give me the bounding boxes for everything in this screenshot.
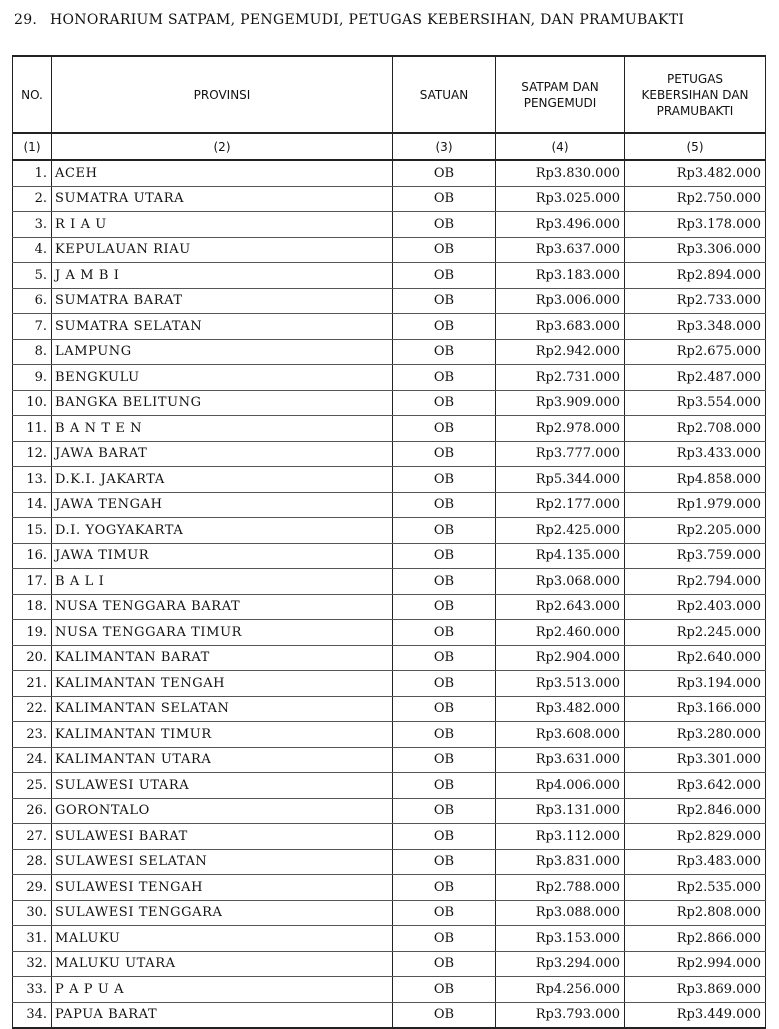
- petugas-pramubakti-value: Rp2.733.000: [625, 288, 766, 314]
- unit-cell: OB: [393, 339, 496, 365]
- unit-cell: OB: [393, 722, 496, 748]
- row-number: 25.: [13, 773, 52, 799]
- row-number: 22.: [13, 696, 52, 722]
- unit-cell: OB: [393, 160, 496, 186]
- province-name: SUMATRA UTARA: [52, 186, 393, 212]
- unit-cell: OB: [393, 365, 496, 391]
- table-row: [13, 849, 766, 875]
- unit-cell: OB: [393, 467, 496, 493]
- province-name: GORONTALO: [52, 798, 393, 824]
- unit-cell: OB: [393, 824, 496, 850]
- unit-cell: OB: [393, 620, 496, 646]
- row-number: 24.: [13, 747, 52, 773]
- province-name: PAPUA BARAT: [52, 1002, 393, 1028]
- province-name: B A N T E N: [52, 416, 393, 442]
- province-name: MALUKU: [52, 926, 393, 952]
- table-row: [13, 263, 766, 289]
- unit-cell: OB: [393, 696, 496, 722]
- satpam-pengemudi-value: Rp4.006.000: [496, 773, 625, 799]
- province-name: SULAWESI TENGAH: [52, 875, 393, 901]
- petugas-pramubakti-value: Rp2.794.000: [625, 569, 766, 595]
- table-row: [13, 237, 766, 263]
- petugas-pramubakti-value: Rp3.166.000: [625, 696, 766, 722]
- unit-cell: OB: [393, 543, 496, 569]
- row-number: 17.: [13, 569, 52, 595]
- petugas-pramubakti-value: Rp3.280.000: [625, 722, 766, 748]
- province-name: D.I. YOGYAKARTA: [52, 518, 393, 544]
- unit-cell: OB: [393, 900, 496, 926]
- province-name: D.K.I. JAKARTA: [52, 467, 393, 493]
- petugas-pramubakti-value: Rp3.433.000: [625, 441, 766, 467]
- satpam-pengemudi-value: Rp4.135.000: [496, 543, 625, 569]
- satpam-pengemudi-value: Rp2.643.000: [496, 594, 625, 620]
- row-number: 30.: [13, 900, 52, 926]
- table-row: [13, 543, 766, 569]
- row-number: 21.: [13, 671, 52, 697]
- satpam-pengemudi-value: Rp3.025.000: [496, 186, 625, 212]
- satpam-pengemudi-value: Rp3.068.000: [496, 569, 625, 595]
- table-row: [13, 518, 766, 544]
- table-row: [13, 798, 766, 824]
- table-body: [13, 160, 766, 1028]
- unit-cell: OB: [393, 875, 496, 901]
- province-name: J A M B I: [52, 263, 393, 289]
- unit-cell: OB: [393, 569, 496, 595]
- satpam-pengemudi-value: Rp3.793.000: [496, 1002, 625, 1028]
- row-number: 28.: [13, 849, 52, 875]
- row-number: 18.: [13, 594, 52, 620]
- table-row: [13, 926, 766, 952]
- satpam-pengemudi-value: Rp3.153.000: [496, 926, 625, 952]
- row-number: 11.: [13, 416, 52, 442]
- unit-cell: OB: [393, 186, 496, 212]
- table-row: [13, 492, 766, 518]
- header-provinsi: PROVINSI: [52, 56, 393, 133]
- unit-cell: OB: [393, 594, 496, 620]
- row-number: 34.: [13, 1002, 52, 1028]
- unit-cell: OB: [393, 416, 496, 442]
- satpam-pengemudi-value: Rp2.978.000: [496, 416, 625, 442]
- header-petugas-line3: PRAMUBAKTI: [656, 103, 734, 118]
- province-name: B A L I: [52, 569, 393, 595]
- satpam-pengemudi-value: Rp2.425.000: [496, 518, 625, 544]
- province-name: MALUKU UTARA: [52, 951, 393, 977]
- satpam-pengemudi-value: Rp3.777.000: [496, 441, 625, 467]
- satpam-pengemudi-value: Rp3.482.000: [496, 696, 625, 722]
- table-row: [13, 365, 766, 391]
- column-number: (1): [13, 133, 52, 160]
- unit-cell: OB: [393, 314, 496, 340]
- row-number: 31.: [13, 926, 52, 952]
- petugas-pramubakti-value: Rp3.449.000: [625, 1002, 766, 1028]
- satpam-pengemudi-value: Rp3.294.000: [496, 951, 625, 977]
- petugas-pramubakti-value: Rp2.708.000: [625, 416, 766, 442]
- table-row: [13, 212, 766, 238]
- province-name: SUMATRA BARAT: [52, 288, 393, 314]
- table-row: [13, 875, 766, 901]
- province-name: R I A U: [52, 212, 393, 238]
- table-row: [13, 441, 766, 467]
- province-name: BENGKULU: [52, 365, 393, 391]
- row-number: 15.: [13, 518, 52, 544]
- table-row: [13, 722, 766, 748]
- column-number: (4): [496, 133, 625, 160]
- row-number: 16.: [13, 543, 52, 569]
- satpam-pengemudi-value: Rp3.513.000: [496, 671, 625, 697]
- petugas-pramubakti-value: Rp2.205.000: [625, 518, 766, 544]
- province-name: KEPULAUAN RIAU: [52, 237, 393, 263]
- petugas-pramubakti-value: Rp2.866.000: [625, 926, 766, 952]
- petugas-pramubakti-value: Rp3.194.000: [625, 671, 766, 697]
- unit-cell: OB: [393, 263, 496, 289]
- unit-cell: OB: [393, 1002, 496, 1028]
- petugas-pramubakti-value: Rp3.759.000: [625, 543, 766, 569]
- satpam-pengemudi-value: Rp3.909.000: [496, 390, 625, 416]
- table-row: [13, 773, 766, 799]
- satpam-pengemudi-value: Rp3.830.000: [496, 160, 625, 186]
- satpam-pengemudi-value: Rp3.637.000: [496, 237, 625, 263]
- row-number: 23.: [13, 722, 52, 748]
- petugas-pramubakti-value: Rp2.994.000: [625, 951, 766, 977]
- table-header: [13, 56, 766, 160]
- province-name: KALIMANTAN UTARA: [52, 747, 393, 773]
- petugas-pramubakti-value: Rp2.829.000: [625, 824, 766, 850]
- satpam-pengemudi-value: Rp2.788.000: [496, 875, 625, 901]
- table-row: [13, 620, 766, 646]
- table-row: [13, 314, 766, 340]
- row-number: 7.: [13, 314, 52, 340]
- petugas-pramubakti-value: Rp3.554.000: [625, 390, 766, 416]
- header-satuan: SATUAN: [393, 56, 496, 133]
- row-number: 8.: [13, 339, 52, 365]
- satpam-pengemudi-value: Rp2.177.000: [496, 492, 625, 518]
- petugas-pramubakti-value: Rp3.482.000: [625, 160, 766, 186]
- row-number: 27.: [13, 824, 52, 850]
- table-row: [13, 569, 766, 595]
- unit-cell: OB: [393, 237, 496, 263]
- section-number: 29.: [14, 12, 38, 28]
- row-number: 29.: [13, 875, 52, 901]
- unit-cell: OB: [393, 671, 496, 697]
- province-name: JAWA BARAT: [52, 441, 393, 467]
- section-title: [14, 12, 684, 28]
- row-number: 1.: [13, 160, 52, 186]
- row-number: 14.: [13, 492, 52, 518]
- petugas-pramubakti-value: Rp2.245.000: [625, 620, 766, 646]
- table-row: [13, 160, 766, 186]
- table-row: [13, 467, 766, 493]
- header-satpam-line1: SATPAM DAN: [521, 79, 599, 94]
- province-name: SULAWESI SELATAN: [52, 849, 393, 875]
- row-number: 2.: [13, 186, 52, 212]
- unit-cell: OB: [393, 441, 496, 467]
- row-number: 9.: [13, 365, 52, 391]
- petugas-pramubakti-value: Rp3.869.000: [625, 977, 766, 1003]
- unit-cell: OB: [393, 645, 496, 671]
- petugas-pramubakti-value: Rp2.846.000: [625, 798, 766, 824]
- column-number: (5): [625, 133, 766, 160]
- unit-cell: OB: [393, 390, 496, 416]
- satpam-pengemudi-value: Rp2.942.000: [496, 339, 625, 365]
- unit-cell: OB: [393, 288, 496, 314]
- section-title-text: HONORARIUM SATPAM, PENGEMUDI, PETUGAS KEBERSIHAN, DAN PRAMUBAKTI: [50, 12, 685, 28]
- province-name: KALIMANTAN SELATAN: [52, 696, 393, 722]
- satpam-pengemudi-value: Rp2.904.000: [496, 645, 625, 671]
- satpam-pengemudi-value: Rp3.112.000: [496, 824, 625, 850]
- petugas-pramubakti-value: Rp4.858.000: [625, 467, 766, 493]
- satpam-pengemudi-value: Rp3.631.000: [496, 747, 625, 773]
- row-number: 13.: [13, 467, 52, 493]
- row-number: 19.: [13, 620, 52, 646]
- header-satpam-line2: PENGEMUDI: [523, 95, 597, 110]
- column-number-row: [13, 133, 766, 160]
- province-name: NUSA TENGGARA TIMUR: [52, 620, 393, 646]
- row-number: 20.: [13, 645, 52, 671]
- province-name: KALIMANTAN TENGAH: [52, 671, 393, 697]
- petugas-pramubakti-value: Rp2.675.000: [625, 339, 766, 365]
- province-name: SULAWESI UTARA: [52, 773, 393, 799]
- row-number: 32.: [13, 951, 52, 977]
- satpam-pengemudi-value: Rp3.131.000: [496, 798, 625, 824]
- honorarium-table: [12, 55, 766, 1029]
- province-name: NUSA TENGGARA BARAT: [52, 594, 393, 620]
- petugas-pramubakti-value: Rp3.178.000: [625, 212, 766, 238]
- unit-cell: OB: [393, 492, 496, 518]
- province-name: JAWA TENGAH: [52, 492, 393, 518]
- petugas-pramubakti-value: Rp2.750.000: [625, 186, 766, 212]
- satpam-pengemudi-value: Rp4.256.000: [496, 977, 625, 1003]
- table-row: [13, 671, 766, 697]
- column-number: (2): [52, 133, 393, 160]
- table-row: [13, 594, 766, 620]
- petugas-pramubakti-value: Rp2.403.000: [625, 594, 766, 620]
- row-number: 5.: [13, 263, 52, 289]
- satpam-pengemudi-value: Rp5.344.000: [496, 467, 625, 493]
- row-number: 26.: [13, 798, 52, 824]
- header-petugas-line1: PETUGAS: [666, 71, 724, 86]
- header-satpam: [496, 56, 625, 133]
- petugas-pramubakti-value: Rp3.306.000: [625, 237, 766, 263]
- row-number: 10.: [13, 390, 52, 416]
- petugas-pramubakti-value: Rp2.640.000: [625, 645, 766, 671]
- province-name: KALIMANTAN TIMUR: [52, 722, 393, 748]
- unit-cell: OB: [393, 798, 496, 824]
- table-row: [13, 339, 766, 365]
- table-row: [13, 390, 766, 416]
- satpam-pengemudi-value: Rp2.731.000: [496, 365, 625, 391]
- province-name: BANGKA BELITUNG: [52, 390, 393, 416]
- petugas-pramubakti-value: Rp3.348.000: [625, 314, 766, 340]
- table-row: [13, 747, 766, 773]
- unit-cell: OB: [393, 773, 496, 799]
- table-row: [13, 288, 766, 314]
- province-name: ACEH: [52, 160, 393, 186]
- row-number: 12.: [13, 441, 52, 467]
- petugas-pramubakti-value: Rp2.894.000: [625, 263, 766, 289]
- satpam-pengemudi-value: Rp3.608.000: [496, 722, 625, 748]
- petugas-pramubakti-value: Rp3.483.000: [625, 849, 766, 875]
- header-row: [13, 56, 766, 133]
- petugas-pramubakti-value: Rp2.808.000: [625, 900, 766, 926]
- table-row: [13, 186, 766, 212]
- satpam-pengemudi-value: Rp3.183.000: [496, 263, 625, 289]
- petugas-pramubakti-value: Rp3.301.000: [625, 747, 766, 773]
- table-row: [13, 416, 766, 442]
- unit-cell: OB: [393, 747, 496, 773]
- petugas-pramubakti-value: Rp2.535.000: [625, 875, 766, 901]
- table-row: [13, 900, 766, 926]
- unit-cell: OB: [393, 926, 496, 952]
- province-name: JAWA TIMUR: [52, 543, 393, 569]
- petugas-pramubakti-value: Rp3.642.000: [625, 773, 766, 799]
- header-no: NO.: [13, 56, 52, 133]
- satpam-pengemudi-value: Rp2.460.000: [496, 620, 625, 646]
- province-name: SULAWESI BARAT: [52, 824, 393, 850]
- table-row: [13, 824, 766, 850]
- header-petugas: [625, 56, 766, 133]
- unit-cell: OB: [393, 849, 496, 875]
- province-name: SUMATRA SELATAN: [52, 314, 393, 340]
- table-row: [13, 696, 766, 722]
- petugas-pramubakti-value: Rp1.979.000: [625, 492, 766, 518]
- satpam-pengemudi-value: Rp3.006.000: [496, 288, 625, 314]
- unit-cell: OB: [393, 951, 496, 977]
- unit-cell: OB: [393, 977, 496, 1003]
- row-number: 33.: [13, 977, 52, 1003]
- column-number: (3): [393, 133, 496, 160]
- satpam-pengemudi-value: Rp3.496.000: [496, 212, 625, 238]
- table-row: [13, 645, 766, 671]
- province-name: P A P U A: [52, 977, 393, 1003]
- petugas-pramubakti-value: Rp2.487.000: [625, 365, 766, 391]
- province-name: SULAWESI TENGGARA: [52, 900, 393, 926]
- header-petugas-line2: KEBERSIHAN DAN: [641, 87, 749, 102]
- table-row: [13, 1002, 766, 1028]
- satpam-pengemudi-value: Rp3.831.000: [496, 849, 625, 875]
- row-number: 4.: [13, 237, 52, 263]
- table-row: [13, 951, 766, 977]
- row-number: 3.: [13, 212, 52, 238]
- satpam-pengemudi-value: Rp3.088.000: [496, 900, 625, 926]
- province-name: LAMPUNG: [52, 339, 393, 365]
- unit-cell: OB: [393, 518, 496, 544]
- unit-cell: OB: [393, 212, 496, 238]
- province-name: KALIMANTAN BARAT: [52, 645, 393, 671]
- row-number: 6.: [13, 288, 52, 314]
- table-row: [13, 977, 766, 1003]
- satpam-pengemudi-value: Rp3.683.000: [496, 314, 625, 340]
